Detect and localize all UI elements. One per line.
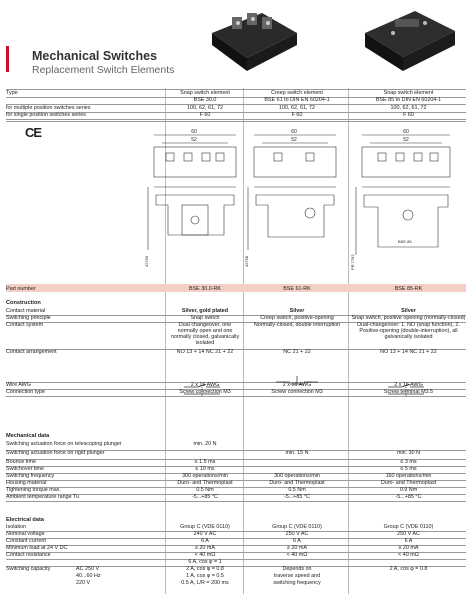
mechanical-value: 300 operations/min <box>274 473 320 479</box>
mechanical-label: Bounce time <box>6 459 36 465</box>
dim-width-label: 52 <box>291 137 297 143</box>
mechanical-label: Switching actuation force on telescoping plunger <box>6 441 122 447</box>
dimension-drawing-bse85 <box>350 125 466 275</box>
electrical-value: 6 A, cos φ = 1 <box>188 559 222 565</box>
electrical-value: 6 A <box>293 538 301 544</box>
electrical-value: ≥ 20 mA <box>398 545 419 551</box>
type-value: F 60 <box>291 112 303 118</box>
product-photo-bse30 <box>202 3 302 75</box>
electrical-value: 240 V AC <box>193 531 217 537</box>
drawing-code: 42798 <box>244 255 249 267</box>
ce-mark: CE <box>25 125 42 140</box>
electrical-value: Group C (VDE 0110) <box>180 524 230 530</box>
mechanical-value: 0.5 Nm <box>288 487 306 493</box>
dimension-drawing-bse30 <box>144 125 248 275</box>
type-value: F 60 <box>199 112 211 118</box>
mechanical-label: Switchover time <box>6 466 45 472</box>
section-heading-construction: Construction <box>6 300 41 306</box>
mechanical-value: 160 operations/min <box>385 473 432 479</box>
construction-value: Normally-closed, double interruption <box>253 322 341 328</box>
brand-accent-bar <box>6 46 9 72</box>
drawing-code: 42799 <box>144 255 149 267</box>
type-value: 100, 62, 61, 72 <box>390 104 427 111</box>
rule <box>6 501 466 502</box>
type-label: for single position switches series <box>6 112 86 118</box>
construction-label: Wire AWG <box>6 382 31 388</box>
construction-value: 2 x 16 AWG <box>394 382 423 388</box>
rule <box>6 121 466 122</box>
type-value: Snap switch element <box>180 90 230 96</box>
construction-value: Screw terminal M3.5 <box>383 389 434 395</box>
construction-value: Dual changeover, one normally open and one normally closed, galvanically isolated <box>170 322 240 346</box>
mechanical-label: Ambient temperature range Tu <box>6 494 80 500</box>
mechanical-value: min. 15 N <box>285 450 309 456</box>
dim-width-label: 60 <box>291 129 297 135</box>
type-value: BSE 30.0 <box>193 97 217 103</box>
construction-value: 2 x 16 AWG <box>190 382 220 388</box>
part-number-value: BSE 30.0-RK <box>188 285 222 292</box>
electrical-value: < 40 mΩ <box>286 552 308 558</box>
mechanical-label: Switching actuation force on rigid plunger <box>6 450 105 456</box>
construction-value: NO 13 + 14 NC 21 + 22 <box>176 349 234 355</box>
drawing-part-label: BSE 85 <box>398 239 412 244</box>
construction-label: Contact arrangement <box>6 349 57 355</box>
construction-value: Creep switch, positive-opening <box>260 315 334 321</box>
mechanical-value: -5...+85 °C <box>284 494 310 500</box>
mechanical-value: 0.9 Nm <box>399 487 418 493</box>
switching-capacity-value: switching frequency <box>273 580 321 586</box>
construction-value: Dual-changeover: 1. NO (snap function), 2. Positive-opening (double-interruption), all galvanically isolated <box>357 322 460 340</box>
mechanical-value: Duro- and Thermoplast <box>177 480 233 486</box>
construction-label: Switching principle <box>6 315 51 321</box>
type-value: F 60 <box>403 112 414 118</box>
type-value: BSE 61 to DIN EN 60204-1 <box>264 97 330 103</box>
mechanical-value: -5...+85 °C <box>395 494 422 500</box>
mechanical-value: ≤ 10 ms <box>195 466 215 472</box>
construction-value: Snap switch, positive opening (normally-closed) <box>351 315 466 321</box>
page-title: Mechanical Switches <box>32 49 158 63</box>
dim-width-label: 52 <box>403 137 409 143</box>
mechanical-value: 0.5 Nm <box>196 487 214 493</box>
construction-value: Snap switch <box>190 315 220 321</box>
rule <box>6 119 466 120</box>
switching-capacity-sublabel: AC 250 V <box>76 566 100 572</box>
electrical-value: 250 V AC <box>397 531 420 537</box>
dim-width-label: 60 <box>191 129 197 135</box>
mechanical-value: ≤ 5 ms <box>400 466 417 472</box>
switching-capacity-value: 0.5 A, L/R = 200 ms <box>181 580 229 586</box>
dim-width-label: 52 <box>191 137 197 143</box>
product-photo-bse85 <box>355 3 460 75</box>
mechanical-value: -5...+85 °C <box>192 494 218 500</box>
construction-value: Silver, gold plated <box>181 308 229 314</box>
mechanical-label: Tightening torque max. <box>6 487 61 493</box>
electrical-value: 6 A <box>201 538 209 544</box>
electrical-label: Nominal voltage <box>6 531 45 537</box>
type-label: Type <box>6 90 18 96</box>
construction-label: Contact material <box>6 308 46 314</box>
electrical-value: Group C (VDE 0110) <box>272 524 322 530</box>
section-heading-electrical: Electrical data <box>6 517 44 523</box>
switching-capacity-label: Switching capacity <box>6 566 51 572</box>
type-value: 100, 62, 61, 72 <box>279 104 315 111</box>
switching-capacity-value: 2 A, cos φ = 0.8 <box>389 566 428 572</box>
dim-width-label: 60 <box>403 129 409 135</box>
mechanical-label: Housing material <box>6 480 47 486</box>
electrical-label: Contact resistance <box>6 552 51 558</box>
type-value: 100, 62, 61, 72 <box>187 104 223 111</box>
mechanical-value: ≤ 3 ms <box>400 459 417 465</box>
construction-value: Screw connection M3 <box>271 389 323 395</box>
switching-capacity-sublabel: 220 V <box>76 580 91 586</box>
construction-value: Screw connection M3 <box>179 389 231 395</box>
type-label: for multiple position switches series <box>6 104 91 111</box>
type-value: BSE 85 to DIN EN 60204-1 <box>375 97 442 103</box>
electrical-value: ≥ 20 mA <box>194 545 216 551</box>
construction-label: Contact system <box>6 322 44 328</box>
construction-value: 2 x 16 AWG <box>282 382 312 388</box>
part-number-value: BSE 61-RK <box>283 285 311 292</box>
part-number-label: Part number <box>6 285 36 292</box>
electrical-value: 6 A <box>404 538 413 544</box>
switching-capacity-value: 1 A, cos φ = 0.5 <box>186 573 224 579</box>
contact-symbol-bse61 <box>272 376 322 388</box>
construction-value: Silver <box>289 308 305 314</box>
dimension-drawing-bse61 <box>244 125 348 275</box>
section-heading-mechanical: Mechanical data <box>6 433 50 439</box>
mechanical-value: Duro- and Thermoplast <box>380 480 437 486</box>
mechanical-label: Switching frequency <box>6 473 55 479</box>
type-value: Creep switch element <box>271 90 323 96</box>
mechanical-value: ≤ 1.5 ms <box>194 459 216 465</box>
electrical-value: 250 V AC <box>285 531 309 537</box>
switching-capacity-value: Depends on <box>282 566 312 572</box>
electrical-value: < 40 mΩ <box>194 552 216 558</box>
drawing-code: PR 7762 <box>350 254 355 270</box>
mechanical-value: Duro- and Thermoplast <box>269 480 325 486</box>
electrical-value: Group C (VDE 0110) <box>383 524 434 530</box>
electrical-label: Isolation <box>6 524 27 530</box>
mechanical-value: min. 30 N <box>396 450 421 456</box>
electrical-value: ≥ 20 mA <box>286 545 308 551</box>
electrical-label: Minimum load at 24 V DC <box>6 545 68 551</box>
electrical-value: < 40 mΩ <box>398 552 419 558</box>
construction-label: Connection type <box>6 389 45 395</box>
switching-capacity-value: 2 A, cos φ = 0.8 <box>186 566 224 572</box>
construction-value: NC 21 + 22 <box>283 349 311 355</box>
page-subtitle: Replacement Switch Elements <box>32 64 175 76</box>
electrical-label: Constant current <box>6 538 46 544</box>
part-number-value: BSE 85-RK <box>394 285 423 292</box>
column-divider <box>348 88 349 594</box>
mechanical-value: min. 20 N <box>193 441 217 447</box>
construction-value: NO 13 + 14 NC 21 + 22 <box>380 349 437 355</box>
type-value: Snap switch element <box>383 90 434 96</box>
contact-symbol-bse30 <box>178 384 228 398</box>
switching-capacity-value: traverse speed and <box>273 573 321 579</box>
contact-symbol-bse85 <box>382 384 432 398</box>
switching-capacity-sublabel: 40...60 Hz <box>76 573 101 579</box>
mechanical-value: 300 operations/min <box>182 473 228 479</box>
construction-value: Silver <box>401 308 416 314</box>
